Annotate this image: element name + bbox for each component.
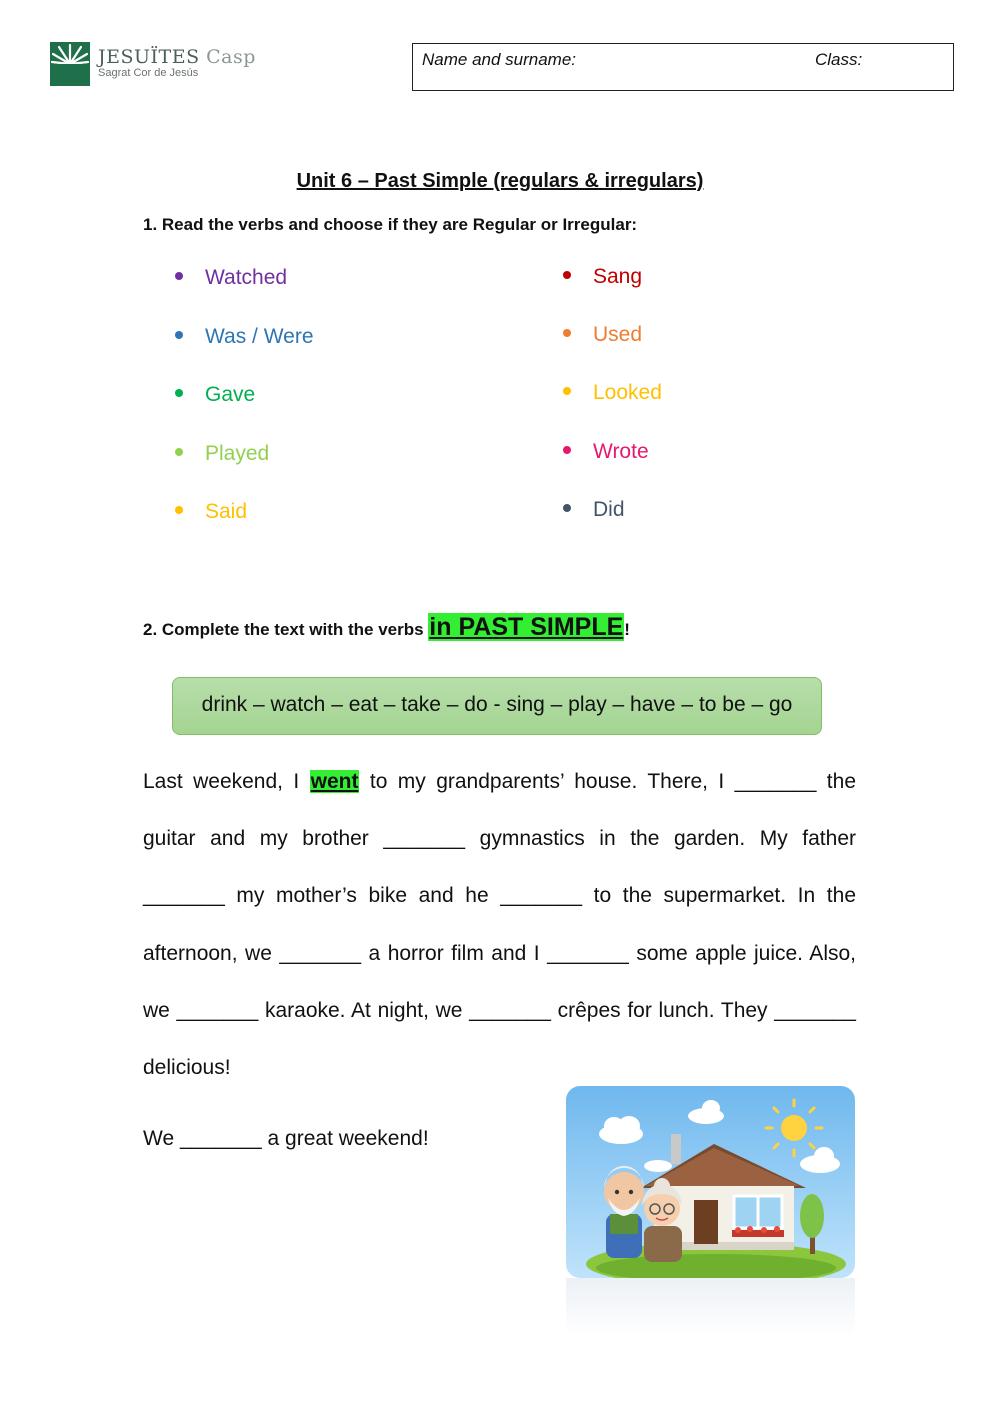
verb-text: Sang xyxy=(593,265,643,288)
text-line-1b: to my grandparents’ house. There, I _______ the xyxy=(369,770,856,793)
logo-title: JESUÏTES xyxy=(98,46,200,68)
verb-text: Gave xyxy=(205,383,256,406)
example-answer: went xyxy=(310,770,359,793)
past-simple-highlight: in PAST SIMPLE xyxy=(429,613,624,641)
text-line-5[interactable]: we _______ karaoke. At night, we _______ crêpes for lunch. They _______ xyxy=(143,999,856,1022)
name-class-box[interactable] xyxy=(412,43,954,91)
bullet-dot-icon xyxy=(563,446,571,454)
grandparents-house-illustration xyxy=(566,1086,855,1278)
name-label: Name and surname: xyxy=(422,50,577,69)
verb-item xyxy=(175,500,247,524)
bullet-dot-icon xyxy=(563,504,571,512)
verb-text: Looked xyxy=(593,381,662,404)
word-bank: drink – watch – eat – take – do - sing – play – have – to be – go xyxy=(172,677,822,735)
exercise2-instruction-suffix: ! xyxy=(624,620,630,639)
verb-text: Wrote xyxy=(593,440,649,463)
bullet-dot-icon xyxy=(175,448,183,456)
logo-title-suffix: Casp xyxy=(206,46,256,68)
verb-text: Used xyxy=(593,323,643,346)
illustration-reflection xyxy=(566,1278,855,1338)
bullet-dot-icon xyxy=(563,329,571,337)
exercise2-instruction xyxy=(143,613,630,642)
bullet-dot-icon xyxy=(175,506,183,514)
verb-item xyxy=(175,325,314,349)
verb-item xyxy=(563,381,662,405)
exercise2-instruction-prefix: 2. Complete the text with the verbs xyxy=(143,620,424,639)
text-line-6: delicious! xyxy=(143,1056,231,1079)
verb-item xyxy=(175,442,269,466)
house-picture xyxy=(566,1086,855,1278)
verb-item xyxy=(563,440,649,464)
sunburst-logo-icon xyxy=(50,42,90,86)
text-line-1 xyxy=(143,770,856,794)
verb-item xyxy=(563,265,642,289)
bullet-dot-icon xyxy=(175,272,183,280)
class-label: Class: xyxy=(815,50,863,69)
verb-item xyxy=(175,266,287,290)
verb-text: Played xyxy=(205,442,270,465)
text-line-2[interactable]: guitar and my brother _______ gymnastics in the garden. My father xyxy=(143,827,856,850)
bullet-dot-icon xyxy=(175,331,183,339)
text-line-4[interactable]: afternoon, we _______ a horror film and I _______ some apple juice. Also, xyxy=(143,942,856,965)
verb-text: Did xyxy=(593,498,625,521)
verb-item xyxy=(563,498,625,522)
text-line-3[interactable]: _______ my mother’s bike and he _______ to the supermarket. In the xyxy=(143,884,856,907)
verb-text: Was / Were xyxy=(205,325,314,348)
verb-text: Said xyxy=(205,500,248,523)
text-line-1a: Last weekend, I xyxy=(143,770,300,793)
bullet-dot-icon xyxy=(563,271,571,279)
bullet-dot-icon xyxy=(563,387,571,395)
text-line-7[interactable]: We _______ a great weekend! xyxy=(143,1127,429,1150)
bullet-dot-icon xyxy=(175,389,183,397)
page-title: Unit 6 – Past Simple (regulars & irregulars) xyxy=(296,170,704,192)
verb-item xyxy=(175,383,255,407)
exercise1-instruction: 1. Read the verbs and choose if they are Regular or Irregular: xyxy=(143,215,638,234)
logo-subtitle: Sagrat Cor de Jesús xyxy=(98,67,199,79)
verb-item xyxy=(563,323,642,347)
verb-text: Watched xyxy=(205,266,288,289)
school-logo xyxy=(50,42,256,88)
